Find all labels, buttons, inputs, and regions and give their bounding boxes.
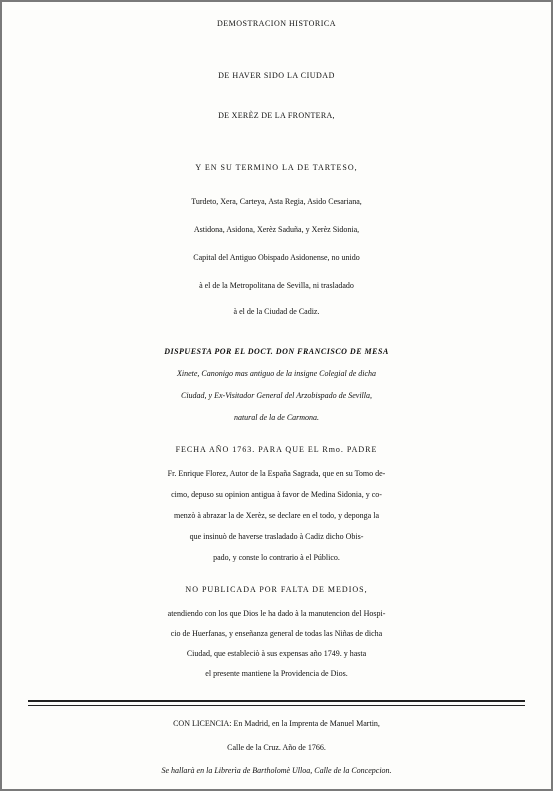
title-line-3: DE XERÈZ DE LA FRONTERA, — [218, 111, 335, 120]
date-section-heading: FECHA AÑO 1763. PARA QUE EL Rmo. PADRE — [175, 445, 378, 454]
imprint-license: CON LICENCIA: En Madrid, en la Imprenta de Manuel Martin, — [173, 719, 380, 728]
author-line: natural de la de Carmona. — [233, 413, 320, 422]
author-line: Xinete, Canonigo mas antiguo de la insigne Colegial de dicha — [176, 369, 377, 378]
not-published-line: Ciudad, que estableciò à sus expensas año 1749. y hasta — [186, 649, 367, 658]
subtitle-line: à el de la Metropolitana de Sevilla, ni trasladado — [199, 281, 354, 290]
subtitle-line: Capital del Antiguo Obispado Asidonense, no unido — [193, 253, 360, 262]
subtitle-line: Turdeto, Xera, Carteya, Asta Regia, Asido Cesariana, — [191, 197, 362, 206]
date-section-line: cimo, depuso su opinion antigua à favor de Medina Sidonia, y co- — [171, 490, 382, 499]
double-rule-bottom — [28, 705, 525, 706]
date-section-line: pado, y conste lo contrario à el Público. — [213, 553, 340, 562]
date-section-line: que insinuò de haverse trasladado à Cadiz dicho Obis- — [189, 532, 364, 541]
title-line-1: DEMOSTRACION HISTORICA — [216, 19, 337, 28]
subtitle-line: Astidona, Asidona, Xerèz Saduña, y Xerèz Sidonia, — [193, 225, 360, 234]
title-line-2: DE HAVER SIDO LA CIUDAD — [218, 71, 335, 80]
not-published-heading: NO PUBLICADA POR FALTA DE MEDIOS, — [185, 585, 368, 594]
author-line: DISPUESTA POR EL DOCT. DON FRANCISCO DE MESA — [164, 347, 389, 356]
imprint-bookseller: Se hallarà en la Librerìa de Bartholomè Ulloa, Calle de la Concepcion. — [161, 766, 392, 775]
title-line-4: Y EN SU TERMINO LA DE TARTESO, — [195, 163, 358, 172]
author-line: Ciudad, y Ex-Visitador General del Arzobispado de Sevilla, — [180, 391, 372, 400]
not-published-line: el presente mantiene la Providencia de Dios. — [205, 669, 348, 678]
subtitle-line: à el de la Ciudad de Cadiz. — [233, 307, 320, 316]
not-published-line: cio de Huerfanas, y enseñanza general de todas las Niñas de dicha — [170, 629, 383, 638]
imprint-address: Calle de la Cruz. Año de 1766. — [227, 743, 326, 752]
date-section-line: Fr. Enrique Florez, Autor de la España Sagrada, que en su Tomo de- — [167, 469, 386, 478]
not-published-line: atendiendo con los que Dios le ha dado à la manutencion del Hospi- — [167, 609, 386, 618]
double-rule-top — [28, 700, 525, 702]
date-section-line: menzò à abrazar la de Xerèz, se declare en el todo, y deponga la — [174, 511, 379, 520]
